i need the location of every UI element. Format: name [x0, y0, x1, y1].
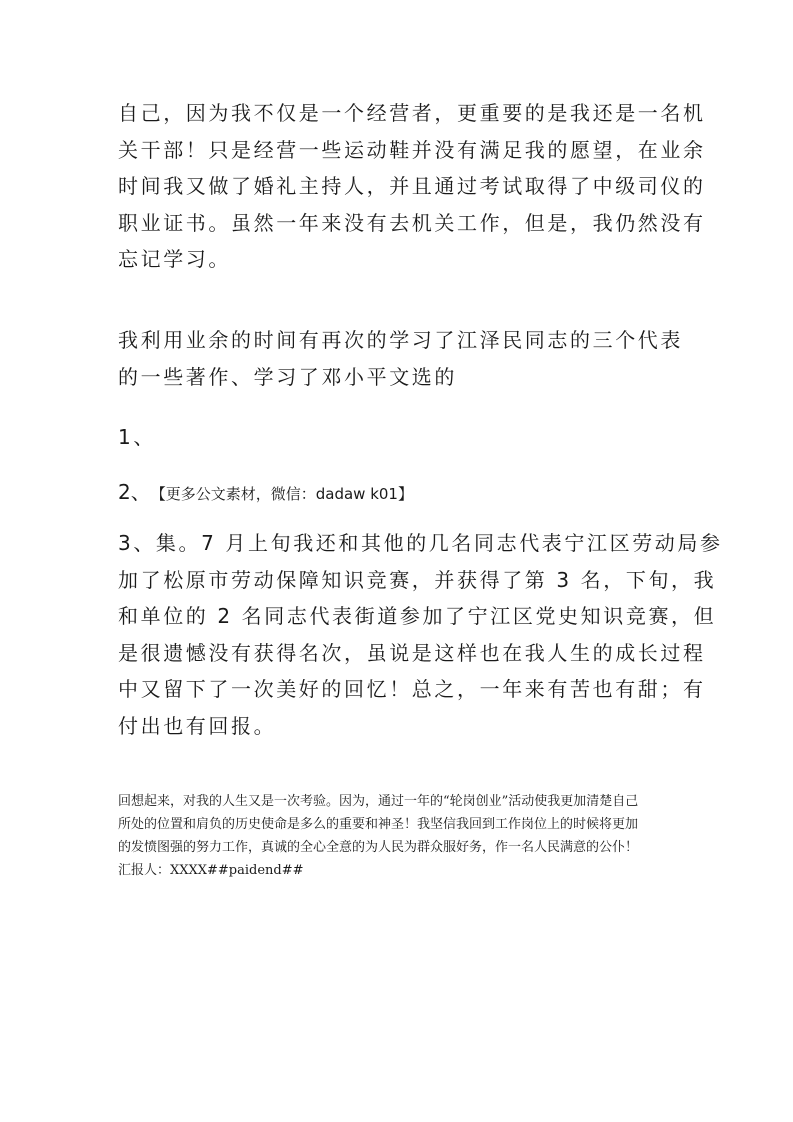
- text-line: 的一些著作、学习了邓小平文选的: [118, 364, 457, 389]
- text-line: 中又留下了一次美好的回忆！总之，一年来有苦也有甜；有: [118, 677, 706, 701]
- text-line: 是很遗憾没有获得名次，虽说是这样也在我人生的成长过程: [118, 640, 706, 665]
- text-line: 关干部！只是经营一些运动鞋并没有满足我的愿望，在业余: [118, 137, 706, 162]
- text-line: 和单位的 2 名同志代表街道参加了宁江区党史知识竞赛，但: [118, 604, 717, 628]
- text-line: 忘记学习。: [118, 247, 231, 271]
- paragraph-3: [118, 525, 723, 744]
- paragraph-1: [118, 95, 706, 278]
- text-line: 时间我又做了婚礼主持人，并且通过考试取得了中级司仪的: [118, 174, 706, 198]
- text-line: 付出也有回报。: [118, 713, 277, 738]
- reporter-line: 汇报人：XXXX##paidend##: [118, 863, 304, 878]
- text-line: 回想起来，对我的人生又是一次考验。因为，通过一年的“轮岗创业”活动使我更加清楚自己: [118, 794, 639, 809]
- text-line: 职业证书。虽然一年来没有去机关工作，但是，我仍然没有: [118, 210, 706, 235]
- list-item-1: [118, 419, 156, 456]
- text-line: 自己，因为我不仅是一个经营者，更重要的是我还是一名机: [118, 101, 706, 125]
- text-line: 的发愤图强的努力工作，真诚的全心全意的为人民为群众服好务，作一名人民满意的公仆！: [118, 840, 639, 855]
- list-item-2-number: 2、: [118, 480, 151, 504]
- list-item-2: [118, 474, 413, 511]
- paragraph-4: [118, 790, 638, 882]
- text-line: 3、集。7 月上旬我还和其他的几名同志代表宁江区劳动局参: [118, 531, 723, 555]
- text-line: 所处的位置和肩负的历史使命是多么的重要和神圣！我坚信我回到工作岗位上的时候将更加: [118, 817, 639, 832]
- list-item-2-note: 【更多公文素材，微信：dadaw k01】: [150, 485, 413, 503]
- list-item-1-text: 1、: [118, 425, 156, 449]
- paragraph-2: [118, 322, 683, 395]
- text-line: 加了松原市劳动保障知识竞赛，并获得了第 3 名，下旬，我: [118, 567, 717, 592]
- text-line: 我利用业余的时间有再次的学习了江泽民同志的三个代表: [118, 328, 683, 352]
